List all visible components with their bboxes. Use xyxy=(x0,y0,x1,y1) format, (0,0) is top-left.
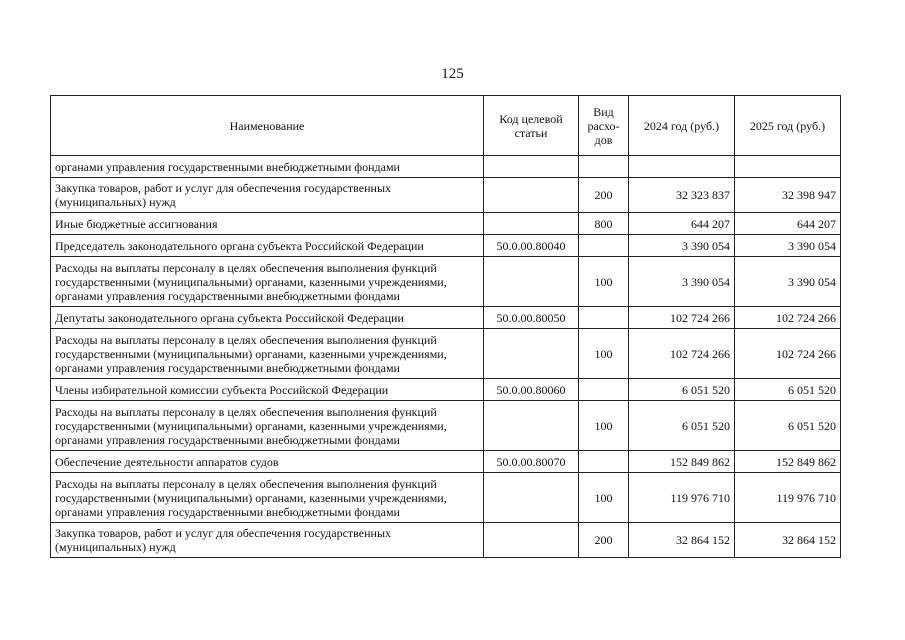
table-row xyxy=(51,451,841,473)
row-2025: 3 390 054 xyxy=(735,235,841,257)
row-type: 100 xyxy=(579,257,629,307)
header-name: Наименование xyxy=(51,96,484,156)
table-row xyxy=(51,156,841,178)
row-2025: 32 398 947 xyxy=(735,178,841,213)
table-row xyxy=(51,213,841,235)
header-code: Код целевой статьи xyxy=(484,96,579,156)
table-row xyxy=(51,379,841,401)
row-2024 xyxy=(629,156,735,178)
row-name: Закупка товаров, работ и услуг для обеспечения государственных (муниципальных) нужд xyxy=(51,523,484,558)
row-name: Расходы на выплаты персоналу в целях обеспечения выполнения функций государственными (муниципальными) органами, казенными учреждениями, органами управления государственными внебюджетными фондами xyxy=(51,257,484,307)
row-2025: 119 976 710 xyxy=(735,473,841,523)
row-code: 50.0.00.80040 xyxy=(484,235,579,257)
table-row xyxy=(51,235,841,257)
table-row xyxy=(51,329,841,379)
row-name: органами управления государственными внебюджетными фондами xyxy=(51,156,484,178)
row-type: 100 xyxy=(579,401,629,451)
row-2024: 32 864 152 xyxy=(629,523,735,558)
row-code: 50.0.00.80050 xyxy=(484,307,579,329)
row-name: Расходы на выплаты персоналу в целях обеспечения выполнения функций государственными (муниципальными) органами, казенными учреждениями, органами управления государственными внебюджетными фондами xyxy=(51,473,484,523)
row-2025: 32 864 152 xyxy=(735,523,841,558)
row-2024: 102 724 266 xyxy=(629,307,735,329)
row-name: Обеспечение деятельности аппаратов судов xyxy=(51,451,484,473)
row-name: Иные бюджетные ассигнования xyxy=(51,213,484,235)
row-code xyxy=(484,523,579,558)
row-name: Расходы на выплаты персоналу в целях обеспечения выполнения функций государственными (муниципальными) органами, казенными учреждениями, органами управления государственными внебюджетными фондами xyxy=(51,329,484,379)
row-name: Председатель законодательного органа субъекта Российской Федерации xyxy=(51,235,484,257)
row-name: Члены избирательной комиссии субъекта Российской Федерации xyxy=(51,379,484,401)
row-2025 xyxy=(735,156,841,178)
table-header-row xyxy=(51,96,841,156)
row-name: Депутаты законодательного органа субъекта Российской Федерации xyxy=(51,307,484,329)
row-2024: 3 390 054 xyxy=(629,235,735,257)
row-2024: 32 323 837 xyxy=(629,178,735,213)
header-year-2024: 2024 год (руб.) xyxy=(629,96,735,156)
row-type xyxy=(579,235,629,257)
row-type: 100 xyxy=(579,329,629,379)
row-code xyxy=(484,473,579,523)
row-code xyxy=(484,257,579,307)
row-2025: 152 849 862 xyxy=(735,451,841,473)
row-2025: 3 390 054 xyxy=(735,257,841,307)
row-2024: 102 724 266 xyxy=(629,329,735,379)
row-2025: 6 051 520 xyxy=(735,379,841,401)
row-2024: 6 051 520 xyxy=(629,379,735,401)
row-type: 100 xyxy=(579,473,629,523)
table-row xyxy=(51,523,841,558)
table-row xyxy=(51,257,841,307)
row-2024: 119 976 710 xyxy=(629,473,735,523)
row-code: 50.0.00.80070 xyxy=(484,451,579,473)
row-2025: 102 724 266 xyxy=(735,307,841,329)
row-type xyxy=(579,379,629,401)
header-type: Вид расхо-дов xyxy=(579,96,629,156)
row-code xyxy=(484,156,579,178)
row-code xyxy=(484,178,579,213)
row-2024: 152 849 862 xyxy=(629,451,735,473)
row-2025: 102 724 266 xyxy=(735,329,841,379)
table-row xyxy=(51,401,841,451)
row-type xyxy=(579,451,629,473)
page-number: 125 xyxy=(441,66,464,82)
budget-table xyxy=(50,95,841,558)
row-name: Расходы на выплаты персоналу в целях обеспечения выполнения функций государственными (муниципальными) органами, казенными учреждениями, органами управления государственными внебюджетными фондами xyxy=(51,401,484,451)
row-type: 200 xyxy=(579,178,629,213)
row-2024: 6 051 520 xyxy=(629,401,735,451)
row-type: 200 xyxy=(579,523,629,558)
row-code xyxy=(484,213,579,235)
row-2024: 3 390 054 xyxy=(629,257,735,307)
row-type xyxy=(579,307,629,329)
header-year-2025: 2025 год (руб.) xyxy=(735,96,841,156)
row-type xyxy=(579,156,629,178)
row-code xyxy=(484,329,579,379)
row-code: 50.0.00.80060 xyxy=(484,379,579,401)
row-name: Закупка товаров, работ и услуг для обеспечения государственных (муниципальных) нужд xyxy=(51,178,484,213)
row-2025: 6 051 520 xyxy=(735,401,841,451)
table-row xyxy=(51,178,841,213)
row-2025: 644 207 xyxy=(735,213,841,235)
row-code xyxy=(484,401,579,451)
table-row xyxy=(51,307,841,329)
row-2024: 644 207 xyxy=(629,213,735,235)
row-type: 800 xyxy=(579,213,629,235)
table-row xyxy=(51,473,841,523)
